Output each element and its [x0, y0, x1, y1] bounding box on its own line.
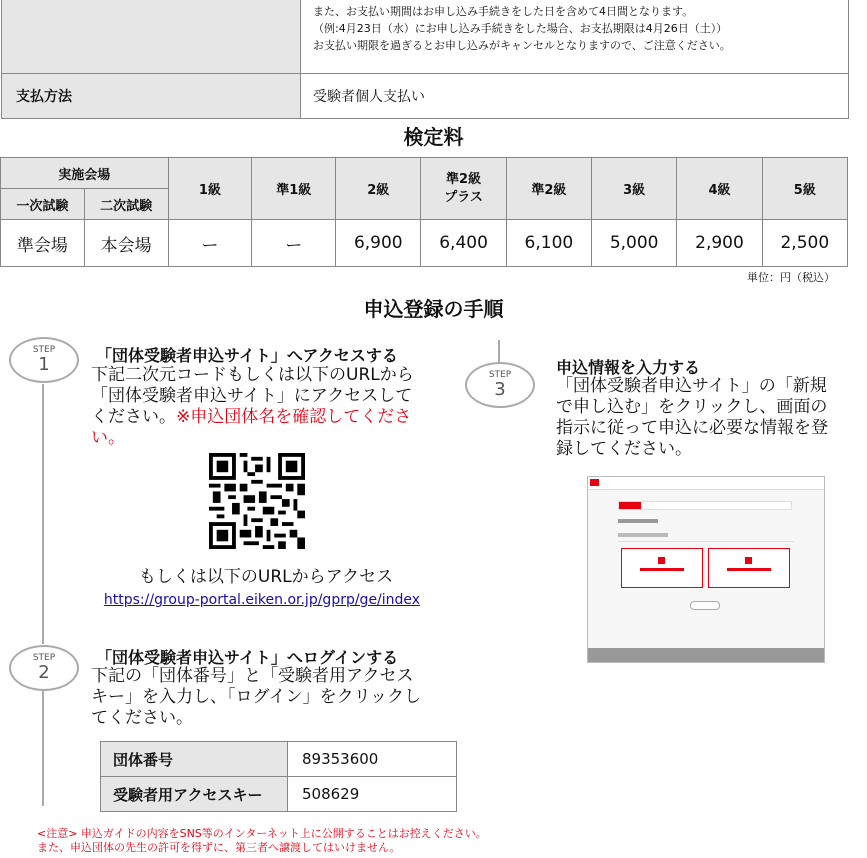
- group-number-value: 89353600: [288, 742, 457, 777]
- note-line: また、申込団体の先生の許可を得ずに、第三者へ譲渡してはいけません。: [37, 841, 401, 854]
- edit-icon: [745, 557, 752, 564]
- payment-notice: [301, 0, 849, 74]
- fee-cell: 2,900: [677, 220, 762, 267]
- fee-cell: 6,100: [506, 220, 591, 267]
- note-line: <注意> 申込ガイドの内容をSNS等のインターネット上に公開することはお控えください。: [37, 827, 487, 840]
- step-label: STEP: [32, 653, 56, 663]
- screenshot-text-line: [727, 568, 771, 571]
- screenshot-logout-pill: [690, 601, 720, 610]
- fee-cell: 2,500: [762, 220, 847, 267]
- screenshot-notice-tag: [619, 502, 641, 509]
- screenshot-text-line: [640, 568, 684, 571]
- procedure-title: 申込登録の手順: [363, 297, 504, 321]
- grade-header: 準2級: [506, 158, 591, 220]
- step-number: 2: [38, 662, 50, 683]
- venue-header: 実施会場: [1, 158, 169, 189]
- access-key-label: 受験者用アクセスキー: [101, 777, 288, 812]
- step-2-body: 下記の「団体番号」と「受験者用アクセスキー」を入力し、「ログイン」をクリックしてください。: [91, 666, 421, 728]
- logo-icon: [590, 479, 599, 486]
- step-3-badge: [465, 362, 535, 408]
- step-1-warning: ※申込団体名を確認してください。: [91, 407, 412, 448]
- fee-cell: ー: [252, 220, 336, 267]
- fee-cell: 6,900: [336, 220, 421, 267]
- fee-section-title: 検定料: [403, 125, 464, 149]
- step-label: STEP: [32, 345, 56, 355]
- step-3-heading: 申込情報を入力する: [556, 358, 701, 377]
- fee-cell: 5,000: [592, 220, 677, 267]
- grade-header: 準1級: [252, 158, 336, 220]
- step-number: 1: [38, 354, 50, 375]
- step-1-body: [91, 365, 427, 449]
- notice-line: （例:4月23日（水）にお申し込み手続きをした場合、お支払期限は4月26日（土））: [313, 22, 728, 35]
- step-number: 3: [494, 379, 506, 400]
- second-exam-header: 二次試験: [84, 189, 168, 220]
- step-1-badge: [9, 337, 79, 383]
- grade-header: 4級: [677, 158, 762, 220]
- step-1-body-text: 下記二次元コードもしくは以下のURLから「団体受験者申込サイト」にアクセスしてください。: [91, 365, 414, 427]
- fee-unit-note: 単位：円（税込）: [747, 271, 835, 284]
- screenshot-text-line: [618, 533, 668, 537]
- notice-line: お支払い期限を過ぎるとお申し込みがキャンセルとなりますので、ご注意ください。: [313, 39, 731, 52]
- credentials-table: [100, 741, 457, 812]
- screenshot-footer: [588, 648, 824, 662]
- qr-code-icon[interactable]: [208, 453, 306, 549]
- grade-header: 2級: [336, 158, 421, 220]
- notice-line: また、お支払い期間はお申し込み手続きをした日を含めて4日間となります。: [313, 5, 694, 18]
- screenshot-notice-bar: [618, 501, 792, 510]
- payment-period-label-cell: [2, 0, 301, 74]
- step-connector-line: [42, 688, 44, 806]
- url-caption: もしくは以下のURLからアクセス: [138, 567, 394, 587]
- portal-url-link[interactable]: https://group-portal.eiken.or.jp/gprp/ge/index: [103, 592, 421, 608]
- step-3-body: 「団体受験者申込サイト」の「新規で申し込む」をクリックし、画面の指示に従って申込に必要な情報を登録してください。: [556, 376, 828, 459]
- step-label: STEP: [488, 370, 512, 380]
- grade-header: 5級: [762, 158, 847, 220]
- screenshot-divider: [618, 541, 794, 542]
- first-exam-header: 一次試験: [1, 189, 85, 220]
- screenshot-edit-card: [708, 548, 790, 588]
- step-connector-line: [498, 340, 500, 362]
- access-key-value: 508629: [288, 777, 457, 812]
- step-2-badge: [9, 645, 79, 691]
- second-exam-venue: 本会場: [84, 220, 168, 267]
- payment-info-table: [1, 0, 849, 119]
- fee-cell: ー: [168, 220, 252, 267]
- screenshot-header: [588, 477, 824, 490]
- footer-note: [37, 827, 487, 855]
- group-number-label: 団体番号: [101, 742, 288, 777]
- grade-header: 準2級 プラス: [421, 158, 506, 220]
- payment-method-value: 受験者個人支払い: [301, 74, 849, 119]
- screenshot-text-line: [618, 519, 658, 523]
- fee-table: [0, 157, 848, 267]
- payment-method-label: 支払方法: [2, 74, 301, 119]
- site-screenshot-image: [587, 476, 825, 663]
- fee-cell: 6,400: [421, 220, 506, 267]
- screenshot-new-apply-card: [621, 548, 703, 588]
- grade-header: 1級: [168, 158, 252, 220]
- step-1-heading: 「団体受験者申込サイト」へアクセスする: [96, 346, 398, 365]
- grade-header: 3級: [592, 158, 677, 220]
- step-2-heading: 「団体受験者申込サイト」へログインする: [96, 648, 399, 667]
- apply-icon: [658, 557, 665, 564]
- first-exam-venue: 準会場: [1, 220, 85, 267]
